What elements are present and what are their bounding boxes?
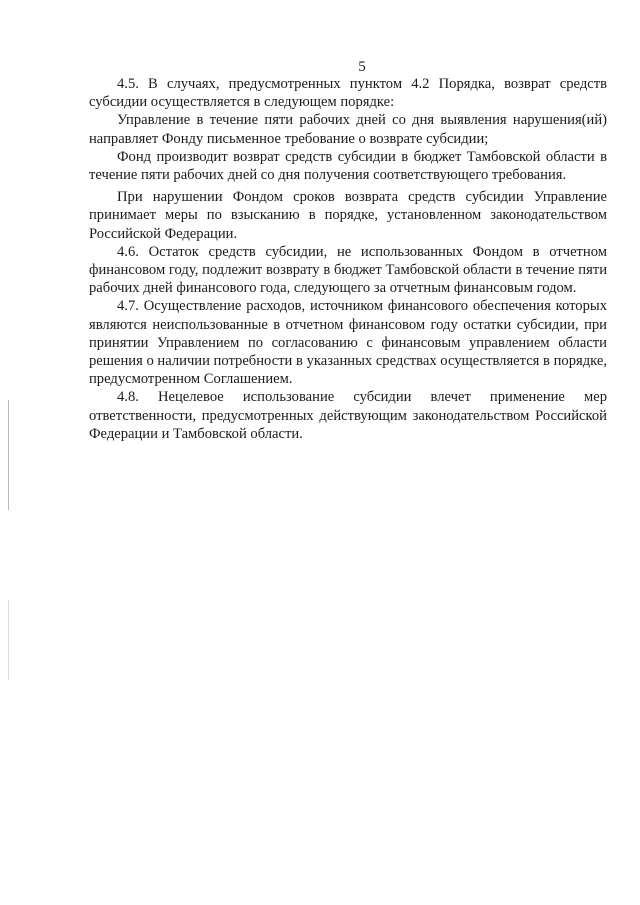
- scan-margin-mark: [8, 600, 9, 680]
- paragraph-refund: Фонд производит возврат средств субсидии в бюджет Тамбовской области в течение пяти рабочих дней со дня получения соответствующего требования.: [89, 148, 607, 184]
- paragraph-violation: При нарушении Фондом сроков возврата средств субсидии Управление принимает меры по взысканию в порядке, установленном законодательством Российской Федерации.: [89, 189, 607, 242]
- document-body: [89, 75, 607, 443]
- scan-margin-mark: [8, 400, 9, 510]
- page-number: 5: [358, 59, 366, 75]
- paragraph-4-8: 4.8. Нецелевое использование субсидии влечет применение мер ответственности, предусмотренных действующим законодательством Российской Федерации и Тамбовской области.: [89, 389, 607, 442]
- paragraph-4-5: 4.5. В случаях, предусмотренных пунктом 4.2 Порядка, возврат средств субсидии осуществляется в следующем порядке:: [89, 76, 607, 111]
- paragraph-4-6: 4.6. Остаток средств субсидии, не использованных Фондом в отчетном финансовом году, подлежит возврату в бюджет Тамбовской области в течение пяти рабочих дней финансового года, следующего за отчетным финансовым годом.: [89, 243, 607, 297]
- paragraph-4-7: 4.7. Осуществление расходов, источником финансового обеспечения которых являются неиспользованные в отчетном финансовом году остатки субсидии, при принятии Управлением по согласованию с финансовым управлением области решения о наличии потребности в указанных средствах осуществляется в порядке, предусмотренном Соглашением.: [89, 298, 607, 388]
- paragraph-notice: Управление в течение пяти рабочих дней со дня выявления нарушения(ий) направляет Фонду письменное требование о возврате субсидии;: [89, 112, 607, 147]
